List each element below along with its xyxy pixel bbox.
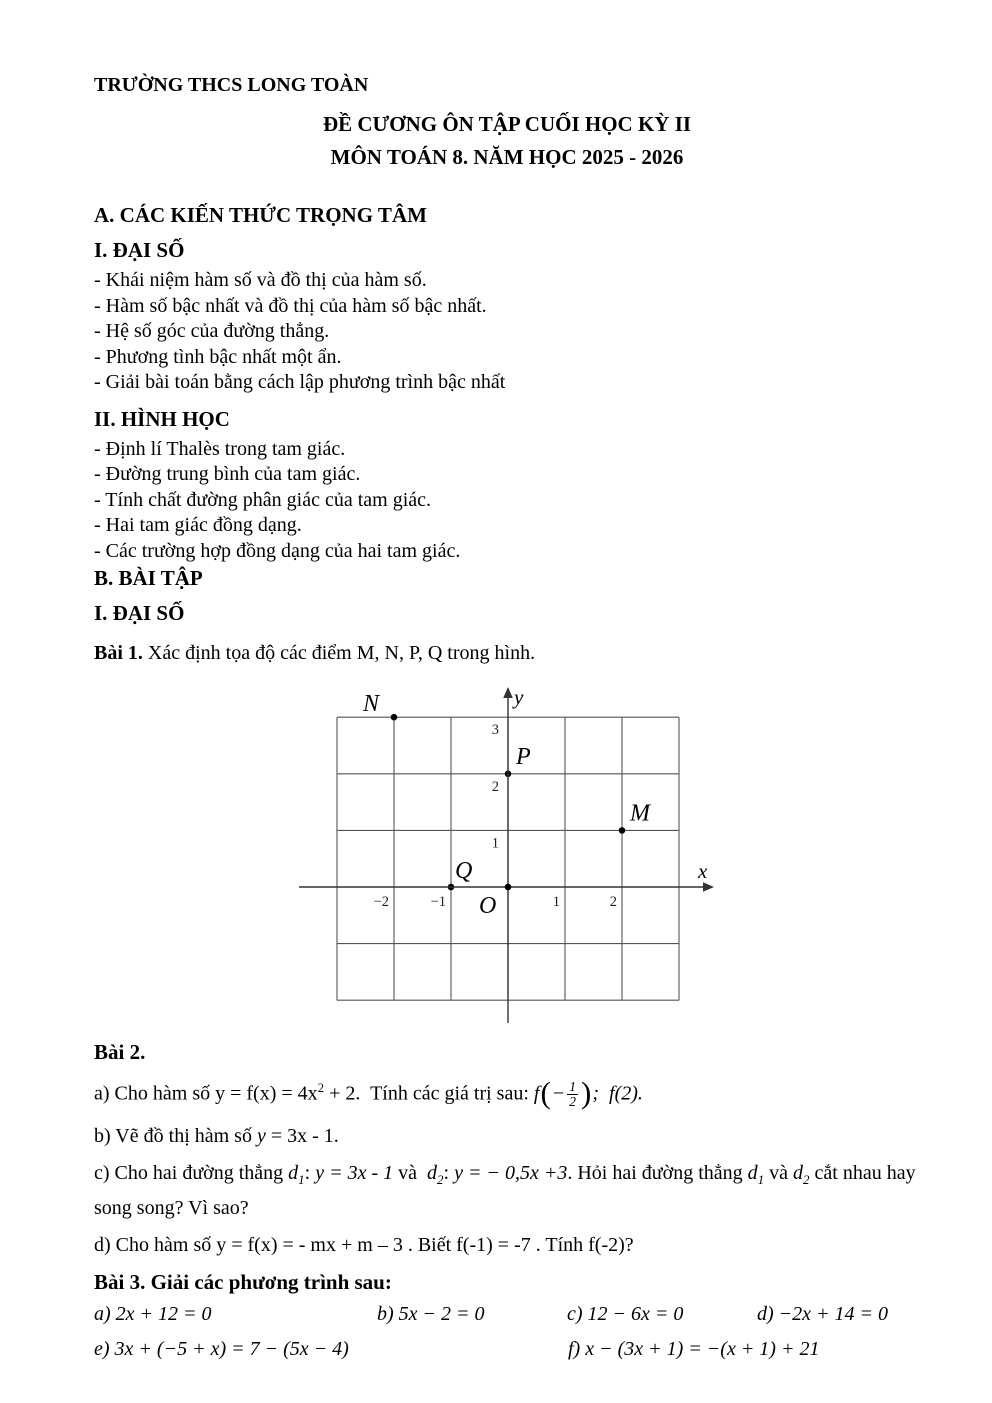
item-text: cắt nhau hay song song? Vì sao? <box>94 1162 916 1219</box>
math-f: f <box>533 1082 540 1105</box>
item-text: : <box>443 1162 455 1184</box>
list-item: - Hai tam giác đồng dạng. <box>94 514 302 536</box>
svg-text:Q: Q <box>455 858 473 884</box>
math-y: y <box>256 1125 266 1147</box>
exponent: 2 <box>317 1079 325 1095</box>
origin-point <box>505 884 512 891</box>
svg-text:1: 1 <box>552 894 560 910</box>
svg-text:−1: −1 <box>430 894 446 910</box>
item-text: Cho hàm số y = f(x) = 4x <box>109 1082 318 1105</box>
svg-text:3: 3 <box>491 722 499 739</box>
item-text: : <box>304 1162 316 1184</box>
fraction-denominator: 2 <box>569 1094 577 1110</box>
item-text: Cho hai đường thẳng <box>109 1162 289 1184</box>
algebra-topic-list <box>94 268 920 396</box>
list-item: - Khái niệm hàm số và đồ thị của hàm số. <box>94 269 427 291</box>
exercise3-label: Bài 3. <box>94 1270 146 1294</box>
list-item: - Hàm số bậc nhất và đồ thị của hàm số bậc nhất. <box>94 294 487 317</box>
item-text: + 2. Tính các giá trị sau: <box>324 1082 534 1105</box>
item-prefix: b) <box>94 1125 111 1147</box>
equation-c: c) 12 − 6x = 0 <box>567 1303 684 1325</box>
item-prefix: a) <box>94 1082 110 1105</box>
title-line-2: MÔN TOÁN 8. NĂM HỌC 2025 - 2026 <box>330 145 684 169</box>
school-name: TRƯỜNG THCS LONG TOÀN <box>94 74 369 96</box>
math-d2: $d_2$ <box>793 1162 810 1187</box>
fraction <box>567 1080 578 1111</box>
svg-text:1: 1 <box>491 835 499 852</box>
equation-d: d) −2x + 14 = 0 <box>757 1303 889 1325</box>
svg-text:P: P <box>516 743 531 770</box>
list-item: - Các trường hợp đồng dạng của hai tam giác. <box>94 539 461 562</box>
document-title <box>94 108 920 174</box>
coordinate-grid-figure <box>295 676 725 1028</box>
svg-text:2: 2 <box>491 778 499 795</box>
list-item: - Định lí Thalès trong tam giác. <box>94 437 346 460</box>
math-text: ; f(2). <box>592 1082 643 1105</box>
algebra-heading: I. ĐẠI SỐ <box>94 238 185 262</box>
x-axis-arrow-icon <box>703 882 714 892</box>
exercise3-title: Giải các phương trình sau: <box>145 1270 392 1294</box>
exercise2-item-a <box>94 1071 920 1113</box>
math-expression: y = − 0,5x +3 <box>454 1162 568 1184</box>
math-d2: $d_2$ <box>427 1162 444 1187</box>
item-text: và <box>764 1162 794 1184</box>
svg-text:2: 2 <box>609 894 617 910</box>
item-prefix: c) <box>94 1162 110 1184</box>
x-axis-label: x <box>698 859 708 883</box>
exercise1 <box>94 640 920 666</box>
list-item: - Giải bài toán bằng cách lập phương trình bậc nhất <box>94 371 506 393</box>
item-text: = 3x - 1. <box>265 1125 339 1147</box>
exercise3-heading <box>94 1271 920 1294</box>
section-b-heading: B. BÀI TẬP <box>94 566 203 590</box>
minus-sign: − <box>551 1082 566 1105</box>
math-d1: $d_1$ <box>288 1162 305 1187</box>
list-item: - Đường trung bình của tam giác. <box>94 463 361 485</box>
item-text: Cho hàm số y = f(x) = - mx + m – 3 . Biết f(-1) = -7 . Tính f(-2)? <box>110 1234 634 1256</box>
list-item: - Phương tình bậc nhất một ẩn. <box>94 345 342 368</box>
exercise1-label: Bài 1. <box>94 642 143 664</box>
close-paren: ) <box>581 1075 592 1111</box>
exercise2-item-b <box>94 1122 920 1150</box>
equation-a: a) 2x + 12 = 0 <box>94 1303 212 1325</box>
exercise2-item-c <box>94 1159 920 1222</box>
exercises-algebra-heading: I. ĐẠI SỐ <box>94 601 185 625</box>
math-expression: y = 3x - 1 <box>315 1162 394 1184</box>
item-prefix: d) <box>94 1234 111 1256</box>
svg-text:M: M <box>630 800 650 827</box>
equation-row-2 <box>94 1334 920 1364</box>
equation-row-1 <box>94 1299 920 1329</box>
geometry-topic-list <box>94 437 920 565</box>
y-axis-label: y <box>514 685 524 709</box>
item-text: và <box>393 1162 428 1184</box>
svg-text:−2: −2 <box>373 894 389 910</box>
item-text: . Hỏi hai đường thẳng <box>567 1162 748 1184</box>
title-line-1: ĐỀ CƯƠNG ÔN TẬP CUỐI HỌC KỲ II <box>322 112 692 136</box>
fraction-numerator: 1 <box>569 1078 577 1094</box>
exercise1-text: Xác định tọa độ các điểm M, N, P, Q trong hình. <box>142 642 536 664</box>
exercise2-label: Bài 2. <box>94 1040 146 1064</box>
equation-b: b) 5x − 2 = 0 <box>377 1303 485 1325</box>
open-paren: ( <box>540 1075 551 1111</box>
svg-text:N: N <box>363 691 380 718</box>
geometry-heading: II. HÌNH HỌC <box>94 406 230 431</box>
y-axis-arrow-icon <box>503 687 513 698</box>
list-item: - Hệ số góc của đường thẳng. <box>94 320 330 342</box>
math-d1: $d_1$ <box>747 1162 765 1187</box>
item-text: Vẽ đồ thị hàm số <box>110 1125 257 1147</box>
equation-f: f) x − (3x + 1) = −(x + 1) + 21 <box>568 1338 820 1360</box>
origin-label: O <box>479 893 497 919</box>
exercise2-item-d <box>94 1231 920 1259</box>
equation-e: e) 3x + (−5 + x) = 7 − (5x − 4) <box>94 1338 349 1360</box>
list-item: - Tính chất đường phân giác của tam giác. <box>94 488 432 511</box>
section-a-heading: A. CÁC KIẾN THỨC TRỌNG TÂM <box>94 203 427 227</box>
